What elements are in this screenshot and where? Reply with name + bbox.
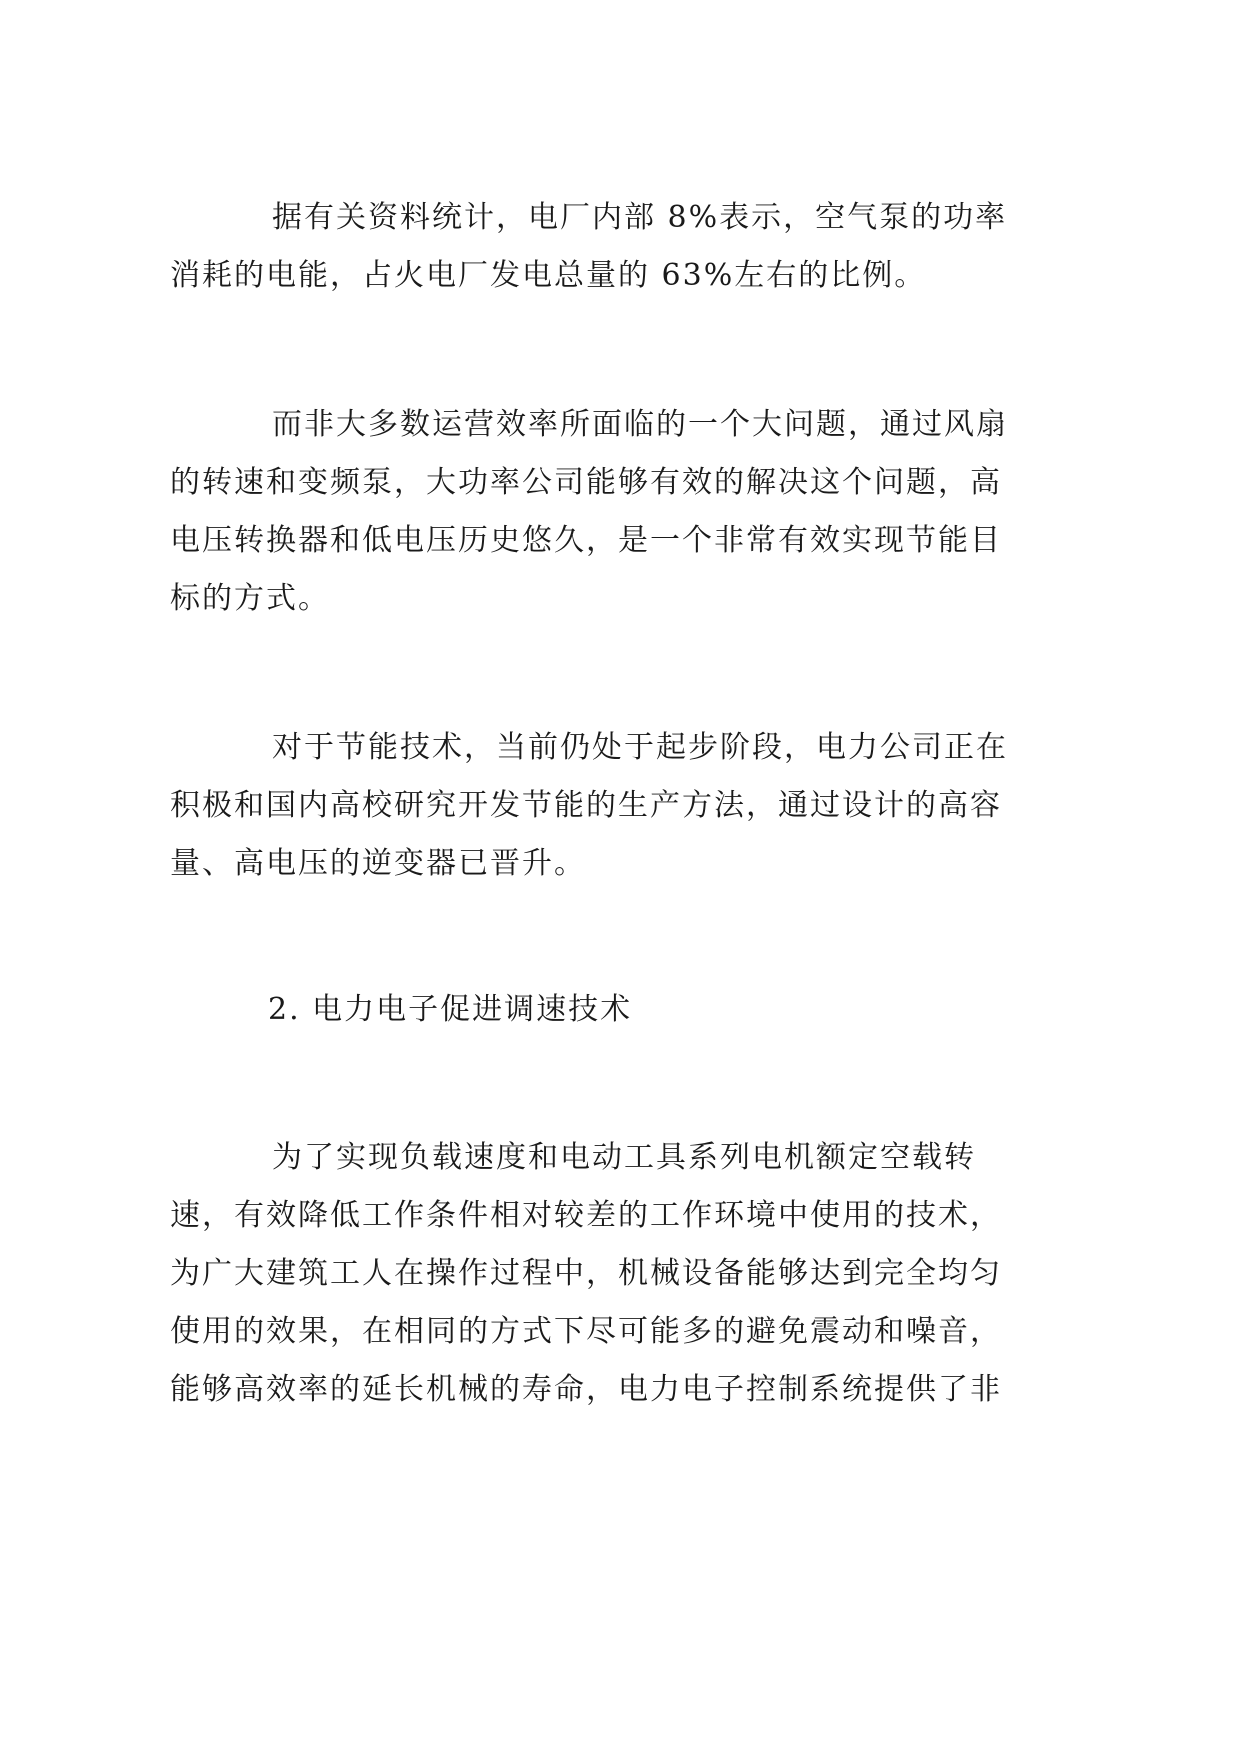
paragraph-2-line-3: 电压转换器和低电压历史悠久，是一个非常有效实现节能目 (170, 523, 1002, 558)
section-heading: 2. 电力电子促进调速技术 (268, 992, 633, 1027)
paragraph-5-line-3: 为广大建筑工人在操作过程中，机械设备能够达到完全均匀 (170, 1256, 1002, 1291)
paragraph-1-line-2: 消耗的电能，占火电厂发电总量的 63%左右的比例。 (170, 258, 927, 293)
paragraph-3-line-1: 对于节能技术，当前仍处于起步阶段，电力公司正在 (272, 730, 1008, 765)
paragraph-5-line-4: 使用的效果，在相同的方式下尽可能多的避免震动和噪音， (170, 1314, 1002, 1349)
paragraph-2-line-2: 的转速和变频泵，大功率公司能够有效的解决这个问题，高 (170, 465, 1002, 500)
paragraph-1-line-1: 据有关资料统计，电厂内部 8%表示，空气泵的功率 (272, 200, 1008, 235)
paragraph-3-line-2: 积极和国内高校研究开发节能的生产方法，通过设计的高容 (170, 788, 1002, 823)
paragraph-5-line-1: 为了实现负载速度和电动工具系列电机额定空载转 (272, 1140, 976, 1175)
paragraph-3-line-3: 量、高电压的逆变器已晋升。 (170, 846, 586, 881)
paragraph-2-line-1: 而非大多数运营效率所面临的一个大问题，通过风扇 (272, 407, 1008, 442)
paragraph-5-line-5: 能够高效率的延长机械的寿命，电力电子控制系统提供了非 (170, 1372, 1002, 1407)
paragraph-5-line-2: 速，有效降低工作条件相对较差的工作环境中使用的技术， (170, 1198, 1002, 1233)
paragraph-2-line-4: 标的方式。 (170, 581, 330, 616)
